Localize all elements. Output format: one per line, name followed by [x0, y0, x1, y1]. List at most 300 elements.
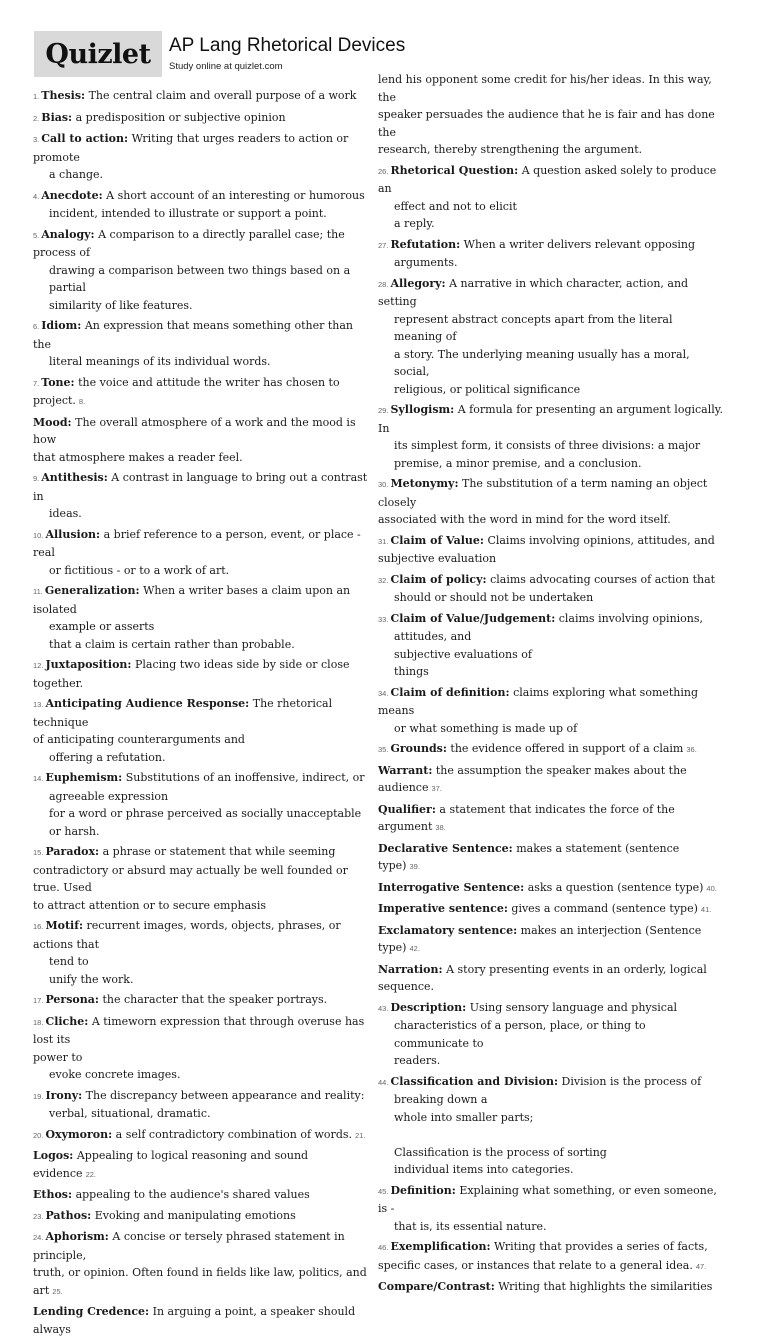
glossary-entry: [378, 1073, 724, 1179]
entry-first-line: [378, 840, 724, 876]
glossary-entry: [378, 610, 724, 681]
entry-number: 9.: [33, 474, 40, 483]
term: Allusion:: [45, 527, 101, 541]
entry-first-line: [33, 582, 371, 618]
continuation-line: [378, 437, 724, 455]
entry-number: 42.: [409, 944, 420, 953]
entry-first-line: [378, 162, 724, 198]
entry-first-line: [378, 762, 724, 798]
continuation-line: [378, 646, 724, 664]
entry-number: 24.: [33, 1233, 44, 1242]
entry-first-line: [33, 130, 371, 166]
definition: whole into smaller parts;: [394, 1110, 534, 1124]
term: Logos:: [33, 1149, 74, 1162]
continuation-line: [33, 166, 371, 184]
definition: a self contradictory combination of words.: [115, 1127, 353, 1141]
entry-number: 30.: [378, 480, 389, 489]
entry-first-line: [378, 275, 724, 311]
definition: Appealing to logical reasoning and sound evidence: [33, 1149, 309, 1180]
definition: power to: [33, 1050, 83, 1064]
entry-first-line: [33, 469, 371, 505]
entry-first-line: [378, 236, 724, 255]
entry-number: 47.: [695, 1261, 707, 1271]
definition: religious, or political significance: [394, 382, 581, 396]
term: Anticipating Audience Response:: [45, 697, 250, 710]
glossary-entry: [378, 236, 724, 272]
entry-first-line: [33, 991, 371, 1010]
entry-number: 20.: [33, 1130, 44, 1140]
entry-first-line: [33, 109, 371, 128]
definition: Claims involving opinions, attitudes, and: [487, 533, 715, 547]
entry-number: 27.: [378, 240, 389, 250]
term: Thesis:: [41, 89, 86, 102]
definition: breaking down a: [394, 1093, 488, 1106]
entry-first-line: [33, 1207, 371, 1226]
glossary-entry: [378, 275, 724, 399]
continuation-line: [378, 346, 724, 381]
term: Grounds:: [390, 742, 447, 755]
entry-first-line: [378, 961, 724, 979]
definition: makes an interjection (Sentence type): [378, 923, 702, 954]
term: Anecdote:: [41, 188, 103, 202]
quizlet-logo: Quizlet: [34, 31, 162, 77]
continuation-line: [33, 505, 371, 523]
definition: A formula for presenting an argument logically. In: [378, 403, 724, 435]
glossary-entry: [33, 843, 371, 914]
definition: asks a question (sentence type): [527, 880, 704, 894]
glossary-entry: [33, 226, 371, 315]
entry-number: 37.: [431, 784, 442, 793]
definition: represent abstract concepts apart from the literal meaning of: [394, 312, 673, 343]
glossary-entry: [33, 317, 371, 371]
glossary-entry: [378, 571, 724, 607]
entry-first-line: [33, 1228, 371, 1264]
definition: appealing to the audience's shared values: [75, 1188, 310, 1201]
definition: When a writer bases a claim upon an isolated: [33, 584, 351, 616]
entry-first-line: [33, 526, 371, 562]
definition: that a claim is certain rather than probable.: [49, 637, 295, 651]
entry-number: 22.: [85, 1169, 96, 1179]
entry-number: 8.: [78, 397, 86, 406]
term: Paradox:: [45, 845, 100, 858]
definition: specific cases, or instances that relate to a general idea.: [378, 1258, 693, 1272]
definition: should or should not be undertaken: [394, 591, 594, 604]
glossary-entry: [33, 469, 371, 523]
definition: the character that the speaker portrays.: [102, 993, 328, 1006]
definition: truth, or opinion. Often found in fields like law, politics, and art: [33, 1266, 367, 1297]
definition: to attract attention or to secure emphasis: [33, 898, 266, 912]
definition: makes a statement (sentence type): [378, 841, 680, 872]
glossary-entry: [33, 1207, 371, 1226]
entry-number: 35.: [378, 745, 389, 754]
definition: premise, a minor premise, and a conclusion.: [394, 456, 642, 470]
definition: a statement that indicates the force of the argument: [378, 802, 675, 833]
continuation-line: [378, 628, 724, 646]
entry-first-line: [33, 1186, 371, 1204]
definition: Writing that urges readers to action or promote: [33, 132, 349, 164]
continuation-line: [378, 1161, 724, 1179]
definition: incident, intended to illustrate or support a point.: [49, 207, 327, 220]
term: Call to action:: [41, 132, 129, 145]
continuation-line: [378, 978, 724, 996]
glossary-entry: [33, 374, 371, 411]
entry-number: 4.: [33, 191, 40, 201]
entry-number: 28.: [378, 279, 389, 289]
term: Mood:: [33, 415, 72, 429]
entry-first-line: [378, 571, 724, 590]
glossary-entry: [33, 1186, 371, 1204]
glossary-entry: [33, 414, 371, 467]
entry-first-line: [378, 401, 724, 437]
glossary-entry: [378, 840, 724, 876]
entry-number: 46.: [378, 1243, 389, 1252]
definition: recurrent images, words, objects, phrases, or actions that: [33, 919, 341, 951]
definition: The central claim and overall purpose of a work: [88, 89, 357, 102]
entry-first-line: [33, 1126, 371, 1145]
definition: subjective evaluations of: [394, 647, 532, 661]
definition: lend his opponent some credit for his/her ideas. In this way, the: [378, 73, 712, 104]
glossary-entry: [33, 1303, 371, 1338]
page-subtitle: Study online at quizlet.com: [169, 61, 283, 72]
entry-number: 34.: [378, 688, 389, 698]
definition: things: [394, 665, 429, 678]
continuation-line: [378, 215, 724, 233]
term: Pathos:: [45, 1208, 92, 1222]
continuation-line: [378, 589, 724, 607]
continuation-line: [33, 1264, 371, 1300]
definition: Placing two ideas side by side or close together.: [33, 658, 350, 690]
entry-number: 18.: [33, 1017, 44, 1027]
entry-number: 16.: [33, 922, 44, 931]
continuation-line: [33, 805, 371, 840]
right-column: [378, 71, 724, 1296]
entry-first-line: [33, 1087, 371, 1106]
continuation-line: [378, 1257, 724, 1276]
definition: for a word or phrase perceived as socially unacceptable or harsh.: [49, 807, 362, 838]
term: Exemplification:: [390, 1240, 491, 1253]
entry-number: 7.: [33, 378, 40, 388]
term: Declarative Sentence:: [378, 841, 513, 855]
entry-first-line: [33, 1303, 371, 1338]
entry-first-line: [33, 695, 371, 731]
continuation-line: [33, 749, 371, 767]
term: Narration:: [378, 962, 443, 976]
definition: Substitutions of an inoffensive, indirect, or: [125, 771, 365, 784]
definition: A contrast in language to bring out a contrast in: [33, 471, 368, 503]
definition: When a writer delivers relevant opposing: [463, 237, 695, 251]
definition: In arguing a point, a speaker should always: [33, 1305, 356, 1336]
definition: drawing a comparison between two things based on a partial: [49, 263, 351, 294]
glossary-entry: [33, 130, 371, 184]
term: Claim of Value:: [390, 533, 484, 547]
definition: A comparison to a directly parallel case; the process of: [33, 227, 345, 259]
glossary-entry: [378, 922, 724, 958]
definition: readers.: [394, 1054, 441, 1067]
entry-number: 14.: [33, 774, 44, 783]
term: Classification and Division:: [390, 1074, 559, 1088]
entry-first-line: [378, 1182, 724, 1218]
continuation-line: [33, 862, 371, 897]
entry-number: 31.: [378, 536, 389, 546]
definition: Using sensory language and physical: [469, 1000, 678, 1014]
entry-first-line: [378, 879, 724, 898]
definition: Writing that provides a series of facts,: [494, 1240, 708, 1253]
definition: A story presenting events in an orderly, logical: [446, 962, 707, 976]
continuation-line: [378, 455, 724, 473]
definition: its simplest form, it consists of three divisions: a major: [394, 439, 701, 452]
definition: a brief reference to a person, event, or place - real: [33, 527, 361, 559]
term: Oxymoron:: [45, 1127, 113, 1141]
definition: tend to: [49, 955, 89, 968]
continuation-line: [378, 381, 724, 399]
term: Syllogism:: [390, 403, 455, 416]
definition: verbal, situational, dramatic.: [49, 1107, 211, 1120]
continuation-line: [33, 1105, 371, 1123]
entry-number: 6.: [33, 322, 40, 331]
definition: ideas.: [49, 507, 82, 520]
continuation-line: [378, 511, 724, 529]
entry-first-line: [33, 843, 371, 862]
definition: a change.: [49, 168, 103, 181]
continuation-line: [33, 449, 371, 467]
continuation-line: [378, 1052, 724, 1070]
entry-first-line: [378, 740, 724, 759]
definition: speaker persuades the audience that he is fair and has done the: [378, 108, 715, 139]
definition: evoke concrete images.: [49, 1068, 181, 1081]
definition: or fictitious - or to a work of art.: [49, 563, 230, 577]
term: Interrogative Sentence:: [378, 880, 525, 894]
definition: The rhetorical technique: [33, 697, 333, 729]
definition: The substitution of a term naming an object closely: [378, 477, 708, 509]
glossary-entry: [378, 801, 724, 837]
definition: offering a refutation.: [49, 750, 166, 764]
entry-number: 44.: [378, 1077, 389, 1087]
entry-number: 23.: [33, 1211, 44, 1221]
definition: individual items into categories.: [394, 1163, 574, 1176]
definition: a reply.: [394, 217, 435, 230]
continuation-line: [378, 1109, 724, 1127]
definition: A question asked solely to produce an: [378, 163, 717, 195]
continuation-line: [378, 1218, 724, 1236]
glossary-entry: [33, 87, 371, 106]
continuation-line: [33, 788, 371, 806]
term: Euphemism:: [45, 771, 123, 784]
term: Tone:: [41, 375, 75, 389]
continuation-line: [33, 205, 371, 223]
glossary-entry: [378, 879, 724, 898]
continuation-line: [33, 262, 371, 297]
glossary-entry: [378, 999, 724, 1070]
definition: a predisposition or subjective opinion: [75, 110, 286, 124]
term: Metonymy:: [390, 477, 459, 490]
term: Antithesis:: [41, 471, 108, 484]
term: Warrant:: [378, 763, 433, 777]
term: Cliche:: [45, 1014, 89, 1028]
definition: claims exploring what something means: [378, 685, 699, 717]
entry-number: 19.: [33, 1091, 44, 1101]
entry-first-line: [33, 917, 371, 953]
definition: characteristics of a person, place, or thing to communicate to: [394, 1019, 646, 1050]
glossary-entry: [33, 695, 371, 766]
entry-first-line: [33, 656, 371, 692]
definition: A concise or tersely phrased statement in principle,: [33, 1230, 345, 1262]
term: Rhetorical Question:: [390, 163, 519, 177]
glossary-entry: [378, 1278, 724, 1296]
continuation-line: [378, 720, 724, 738]
definition: Evoking and manipulating emotions: [94, 1208, 296, 1222]
continuation-line: [378, 311, 724, 346]
definition: the assumption the speaker makes about the audience: [378, 763, 687, 794]
definition: attitudes, and: [394, 630, 472, 643]
term: Claim of definition:: [390, 685, 510, 699]
term: Analogy:: [41, 227, 95, 241]
entry-first-line: [378, 610, 724, 629]
continuation-line: [378, 106, 724, 141]
entry-first-line: [33, 87, 371, 106]
term: Idiom:: [41, 319, 82, 332]
glossary-entry: [378, 162, 724, 233]
entry-first-line: [378, 684, 724, 720]
entry-first-line: [378, 1073, 724, 1092]
definition: claims involving opinions,: [558, 611, 704, 625]
definition: example or asserts: [49, 620, 155, 633]
entry-number: 3.: [33, 135, 40, 144]
term: Generalization:: [44, 584, 140, 597]
definition: claims advocating courses of action that: [490, 572, 716, 586]
continuation-line: [33, 353, 371, 371]
continuation-line: [33, 897, 371, 915]
continuation-line: [33, 297, 371, 315]
continuation-line: [33, 971, 371, 989]
term: Allegory:: [390, 276, 446, 290]
entry-first-line: [378, 801, 724, 837]
term: Exclamatory sentence:: [378, 923, 518, 937]
term: Qualifier:: [378, 802, 436, 816]
definition: that atmosphere makes a reader feel.: [33, 450, 243, 464]
glossary-entry: [378, 401, 724, 472]
entry-number: 10.: [33, 530, 44, 540]
definition: literal meanings of its individual words.: [49, 355, 271, 368]
entry-number: 15.: [33, 848, 44, 857]
entry-number: 11.: [33, 587, 43, 596]
entry-first-line: [33, 1013, 371, 1049]
term: Definition:: [390, 1183, 456, 1197]
continuation-line: [378, 141, 724, 159]
term: Aphorism:: [45, 1230, 109, 1243]
entry-number: 41.: [700, 905, 712, 914]
entry-first-line: [33, 374, 371, 411]
left-column: [33, 87, 371, 1338]
definition: or what something is made up of: [394, 721, 578, 735]
glossary-entry: [378, 532, 724, 568]
term: Lending Credence:: [33, 1305, 150, 1318]
definition: A timeworn expression that through overuse has lost its: [33, 1014, 365, 1046]
continuation-line: [33, 1066, 371, 1084]
entry-number: 26.: [378, 166, 389, 176]
continuation-line: [33, 731, 371, 749]
definition: An expression that means something other than the: [33, 319, 353, 351]
glossary-entry: [33, 109, 371, 128]
entry-number: 2.: [33, 113, 40, 123]
continuation-line: [33, 953, 371, 971]
definition: similarity of like features.: [49, 298, 193, 312]
term: Juxtaposition:: [45, 658, 132, 671]
entry-number: 29.: [378, 406, 389, 415]
glossary-entry: [33, 1147, 371, 1183]
page-title: AP Lang Rhetorical Devices: [169, 35, 406, 56]
term: Compare/Contrast:: [378, 1280, 495, 1293]
glossary-entry: [378, 1238, 724, 1275]
definition: a story. The underlying meaning usually has a moral, social,: [394, 347, 690, 378]
term: Ethos:: [33, 1188, 73, 1201]
entry-number: 21.: [355, 1130, 366, 1140]
definition: a phrase or statement that while seeming: [102, 845, 336, 858]
definition: subjective evaluation: [378, 552, 497, 565]
glossary-entry: [378, 762, 724, 798]
term: Motif:: [45, 919, 84, 932]
glossary-entry: [378, 71, 724, 159]
definition: Explaining what something, or even someone, is -: [378, 1183, 717, 1215]
entry-number: 40.: [706, 883, 717, 893]
continuation-line: [378, 550, 724, 568]
continuation-line: [378, 71, 724, 106]
definition: A narrative in which character, action, and setting: [378, 276, 689, 308]
continuation-line: [378, 1017, 724, 1052]
entry-number: 12.: [33, 661, 44, 670]
continuation-line: [378, 254, 724, 272]
entry-number: 33.: [378, 614, 389, 624]
entry-first-line: [378, 922, 724, 958]
glossary-entry: [33, 917, 371, 988]
continuation-line: [33, 618, 371, 636]
glossary-entry: [378, 475, 724, 529]
definition: contradictory or absurd may actually be well founded or true. Used: [33, 863, 348, 894]
glossary-entry: [33, 526, 371, 580]
entry-number: 17.: [33, 996, 44, 1005]
definition: Classification is the process of sorting: [394, 1145, 607, 1159]
entry-first-line: [378, 900, 724, 919]
entry-number: 5.: [33, 230, 40, 240]
term: Refutation:: [390, 237, 461, 251]
glossary-entry: [378, 1182, 724, 1236]
entry-first-line: [33, 187, 371, 206]
entry-number: 45.: [378, 1186, 389, 1196]
entry-first-line: [378, 1238, 724, 1257]
definition: Writing that highlights the similarities: [498, 1280, 713, 1293]
entry-number: 32.: [378, 575, 389, 585]
continuation-line: [33, 562, 371, 580]
term: Bias:: [41, 110, 73, 124]
term: Claim of Value/Judgement:: [390, 611, 556, 625]
entry-number: 39.: [409, 862, 420, 871]
entry-first-line: [33, 317, 371, 353]
glossary-entry: [33, 582, 371, 653]
definition: the voice and attitude the writer has chosen to project.: [33, 375, 340, 407]
blank-line: [378, 1126, 724, 1144]
glossary-entry: [378, 900, 724, 919]
definition: agreeable expression: [49, 789, 169, 803]
entry-first-line: [378, 999, 724, 1018]
continuation-line: [378, 198, 724, 216]
continuation-line: [378, 1091, 724, 1109]
glossary-entry: [33, 1013, 371, 1084]
glossary-entry: [33, 1087, 371, 1123]
glossary-entry: [378, 961, 724, 996]
term: Claim of policy:: [390, 572, 487, 586]
continuation-line: [33, 1049, 371, 1067]
entry-number: 36.: [686, 745, 697, 754]
definition: The discrepancy between appearance and reality:: [85, 1088, 365, 1102]
